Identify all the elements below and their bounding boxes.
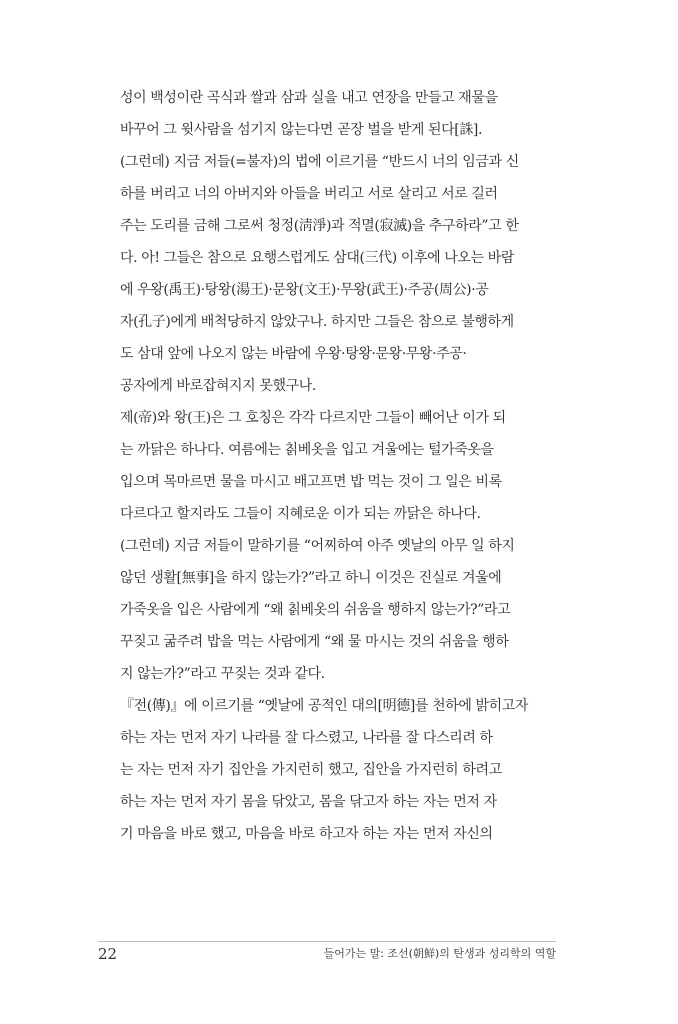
text-line: 기 마음을 바로 했고, 마음을 바로 하고자 하는 자는 먼저 자신의 — [120, 826, 493, 842]
body-text — [120, 82, 556, 850]
text-line: 에 우왕(禹王)·탕왕(湯王)·문왕(文王)·무왕(武王)·주공(周公)·공 — [120, 282, 489, 298]
text-line: (그런데) 지금 저들이 말하기를 “어찌하여 아주 옛날의 아무 일 하지 — [120, 538, 515, 554]
text-line: 성이 백성이란 곡식과 쌀과 삼과 실을 내고 연장을 만들고 재물을 — [120, 90, 498, 106]
text-line: 꾸짖고 굶주려 밥을 먹는 사람에게 “왜 물 마시는 것의 쉬움을 행하 — [120, 634, 509, 650]
text-line: 하는 자는 먼저 자기 나라를 잘 다스렸고, 나라를 잘 다스리려 하 — [120, 730, 493, 746]
text-line: 는 까닭은 하나다. 여름에는 칡베옷을 입고 겨울에는 털가죽옷을 — [120, 442, 494, 458]
text-line: 바꾸어 그 윗사람을 섬기지 않는다면 곧장 벌을 받게 된다[誅]. — [120, 122, 483, 138]
text-line: 가죽옷을 입은 사람에게 “왜 칡베옷의 쉬움을 행하지 않는가?”라고 — [120, 602, 511, 618]
text-line: 는 자는 먼저 자기 집안을 가지런히 했고, 집안을 가지런히 하려고 — [120, 762, 502, 778]
text-line: 다르다고 할지라도 그들이 지혜로운 이가 되는 까닭은 하나다. — [120, 506, 481, 522]
text-line: 도 삼대 앞에 나오지 않는 바람에 우왕·탕왕·문왕·무왕·주공· — [120, 346, 467, 362]
footer-divider — [98, 941, 556, 942]
text-line: 공자에게 바로잡혀지지 못했구나. — [120, 378, 316, 394]
text-line: 다. 아! 그들은 참으로 요행스럽게도 삼대(三代) 이후에 나오는 바람 — [120, 250, 514, 266]
text-line: 않던 생활[無事]을 하지 않는가?”라고 하니 이것은 진실로 겨울에 — [120, 570, 502, 586]
running-head: 들어가는 말: 조선(朝鮮)의 탄생과 성리학의 역할 — [323, 947, 556, 960]
text-line: 입으며 목마르면 물을 마시고 배고프면 밥 먹는 것이 그 일은 비록 — [120, 474, 502, 490]
text-line: (그런데) 지금 저들(=불자)의 법에 이르기를 “반드시 너의 임금과 신 — [120, 154, 519, 170]
text-line: 자(孔子)에게 배척당하지 않았구나. 하지만 그들은 참으로 불행하게 — [120, 314, 514, 330]
text-line: 『전(傳)』에 이르기를 “옛날에 공적인 대의[明德]를 천하에 밝히고자 — [120, 698, 529, 714]
text-line: 지 않는가?”라고 꾸짖는 것과 같다. — [120, 666, 325, 682]
text-line: 제(帝)와 왕(王)은 그 호칭은 각각 다르지만 그들이 빼어난 이가 되 — [120, 410, 506, 426]
text-line: 하를 버리고 너의 아버지와 아들을 버리고 서로 살리고 서로 길러 — [120, 186, 498, 202]
page-number: 22 — [98, 945, 118, 963]
text-line: 주는 도리를 금해 그로써 청정(淸淨)과 적멸(寂滅)을 추구하라”고 한 — [120, 218, 519, 234]
text-line: 하는 자는 먼저 자기 몸을 닦았고, 몸을 닦고자 하는 자는 먼저 자 — [120, 794, 497, 810]
